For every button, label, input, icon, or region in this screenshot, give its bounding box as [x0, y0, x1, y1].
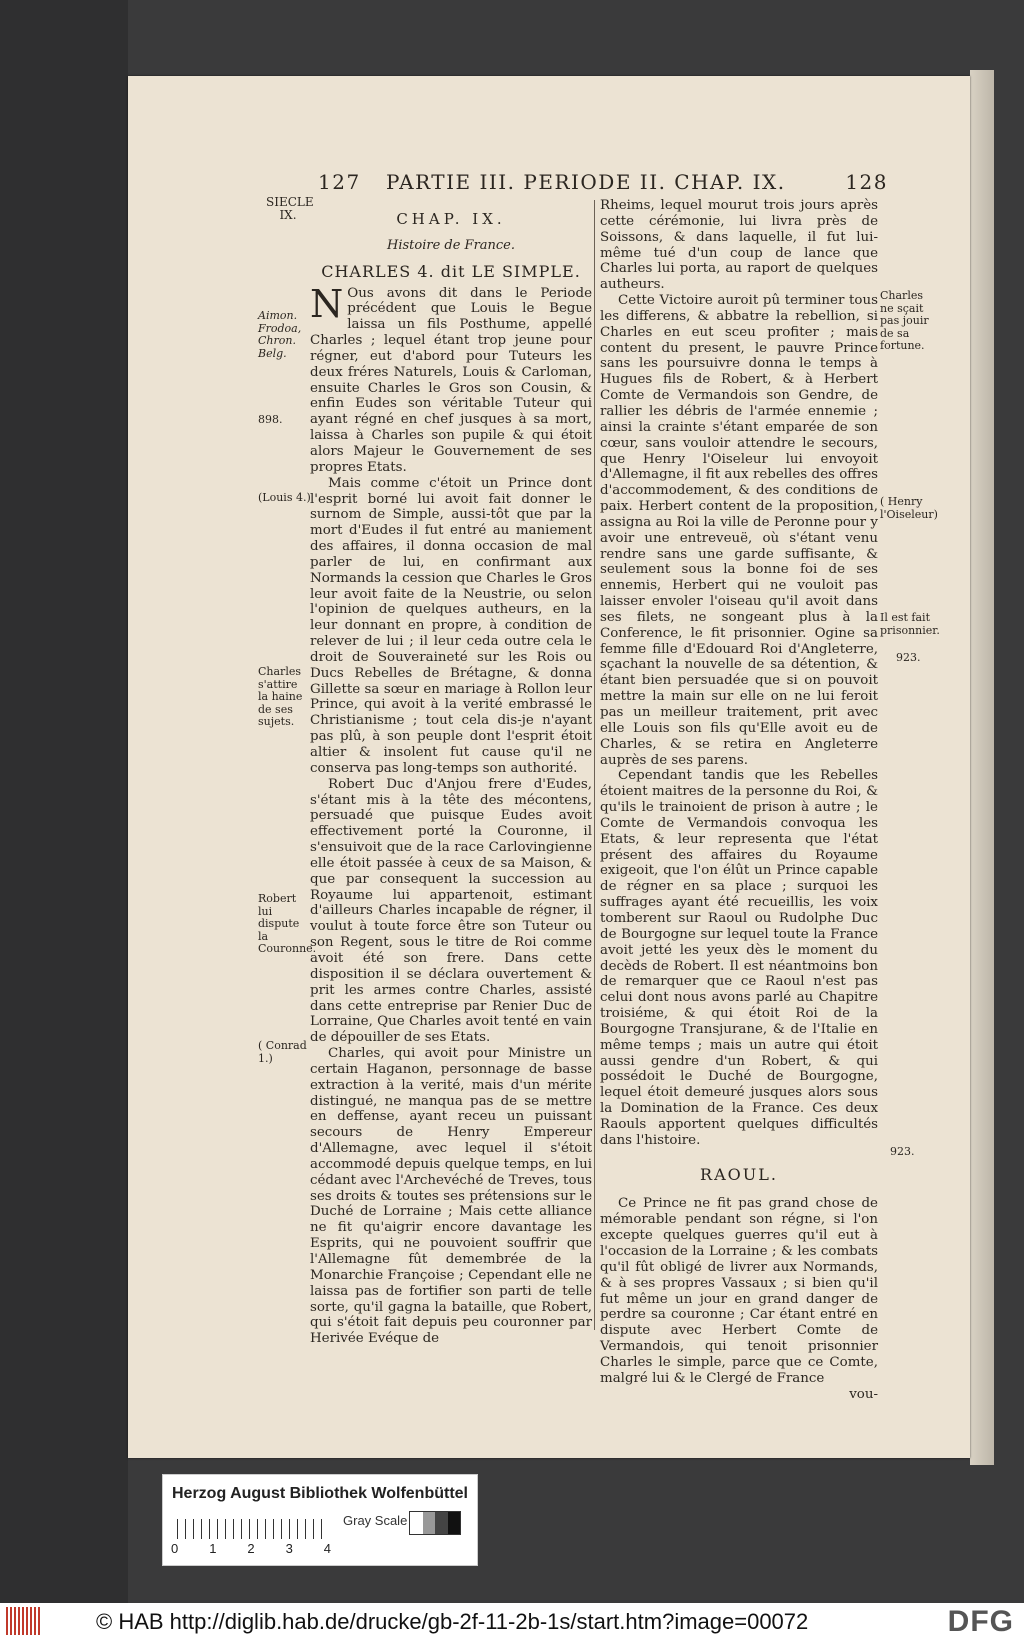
- footer-url[interactable]: © HAB http://diglib.hab.de/drucke/gb-2f-11-2b-1s/start.htm?image=00072: [96, 1609, 809, 1634]
- section-subtitle: Histoire de France.: [386, 237, 516, 253]
- reign-heading-raoul: RAOUL.: [700, 1164, 778, 1184]
- paragraph-text: Ous avons dit dans le Periode précédent que Louis le Begue laissa un fils Posthume, appellé Charles ; lequel étant trop jeune pour régner, eut d'abord pour Tuteurs les deux fréres Naturels, Louis & Carloman, ensuite Charles le Gros son Cousin, & enfin Eudes son véritable Tuteur qui ayant régné en chef jusques à sa mort, laissa à Charles son pupile & qui étoit alors Majeur le Gouvernement de ses propres Etats.: [310, 285, 592, 475]
- drop-cap: N: [310, 281, 344, 326]
- column-right: [600, 198, 878, 1402]
- left-background: [0, 0, 128, 1641]
- library-name: Herzog August Bibliothek Wolfenbüttel: [172, 1485, 468, 1502]
- column-rule: [594, 200, 595, 1330]
- dfg-logo: DFG: [947, 1605, 1014, 1638]
- margin-note-prisonnier: Il est fait prisonnier.: [880, 611, 940, 637]
- paragraph: Cependant tandis que les Rebelles étoient maitres de la personne du Roi, & qu'ils le trainoient de prison à autre ; le Comte de Vermandois convoqua les Etats, & leur representa que l'état présent des affaires du Royaume exigeoit, que l'on élût un Prince capable de régner en sa place ; surquoi les suffrages ayant été recueillis, les voix tomberent sur Raoul ou Rudolphe Duc de Bourgogne sur lequel toute la France avoit jetté les yeux dès le moment du decèds de Robert. Il est néantmoins bon de remarquer que ce Raoul n'est pas celui dont nous avons parlé au Chapitre troisiéme, & qui étoit Roi de la Bourgogne Transjurane, & de l'Italie en même temps ; mais un autre qui étoit aussi gendre d'un Robert, & qui possédoit le Duché de Bourgogne, lequel étoit demeuré jusques alors sous la Domination de la France. Ces deux Raouls apportent quelques difficultés dans l'histoire.: [600, 768, 878, 1148]
- gray-scale-swatch: [409, 1511, 461, 1535]
- library-color-ribbon: [162, 1474, 478, 1566]
- paragraph: Charles, qui avoit pour Ministre un certain Haganon, personnage de basse extraction à la verité, mais d'un mérite distingué, ne manqua pas de se mettre en deffense, ayant receu un puissant secours de Henry Empereur d'Allemagne, avec lequel il s'étoit accommodé depuis quelque temps, en lui cédant avec l'Archevéché de Treves, tous ses droits & toutes ses prétensions sur le Duché de Lorraine ; Mais cette alliance ne fit qu'aigrir encore davantage les Esprits, qui ne pouvoient souffrir que l'Allemagne fût demembrée de la Monarchie Françoise ; Cependant elle ne laissa pas de fortifier son parti de telle sorte, qu'il gagna la bataille, que Robert, qui s'étoit fait depuis peu couronner par Herivée Evéque de: [310, 1046, 592, 1347]
- page-edge: [970, 70, 994, 1465]
- scale-ruler: [177, 1519, 327, 1539]
- margin-year: 898.: [258, 413, 283, 426]
- footer-bar: [0, 1603, 1024, 1641]
- margin-note-source: Aimon. Frodoa, Chron. Belg.: [258, 309, 302, 360]
- margin-year: 923.: [896, 651, 921, 664]
- paragraph: [310, 281, 592, 476]
- margin-note-robert: Robert lui dispute la Couronne.: [258, 892, 317, 955]
- column-left: [310, 210, 592, 1347]
- paragraph: Rheims, lequel mourut trois jours après cette cérémonie, lui livra près de Soissons, & dans laquelle, il fut lui-même tué d'un coup de lance que Charles lui porta, au raport de quelques autheurs.: [600, 198, 878, 293]
- siecle-label: SIECLE IX.: [266, 195, 314, 222]
- catchword: vou-: [849, 1386, 878, 1402]
- paragraph: Cette Victoire auroit pû terminer tous les differens, & abbatre la rebellion, si Charles en eut sceu profiter ; mais content du present, le pauvre Prince sans les poursuivre donna le temps à Hugues fils de Robert, & à Herbert Comte de Vermandois son Gendre, de rallier les débris de l'armée ennemie ; ainsi la crainte s'étant emparée de son cœur, sans vouloir attendre le secours, que Henry l'Oiseleur lui envoyoit d'Allemagne, il fit aux rebelles des offres d'accommodement, & des conditions de paix. Herbert content de la proposition, assigna au Roi la ville de Peronne pour y avoir une entreveuë, où s'étant venu rendre sans une garde suffisante, & seulement sous la bonne foi de ses ennemis, Herbert qui ne vouloit pas laisser envoler l'oiseau qu'il avoit dans ses filets, ne songeant plus à la Conference, le fit prisonnier. Ogine sa femme fille d'Edouard Roi d'Angleterre, sçachant la nouvelle de sa détention, & étant bien persuadée que si on pouvoit mettre la main sur elle on ne lui feroit pas un meilleur traitement, prit avec elle Louis son fils qu'Elle avoit eu de Charles, & se retira en Angleterre auprès de ses parens.: [600, 293, 878, 768]
- gray-scale-label: Gray Scale: [343, 1513, 408, 1528]
- margin-note-charles: Charles s'attire la haine de ses sujets.: [258, 665, 303, 728]
- barcode-logo: [6, 1607, 42, 1635]
- margin-note-conrad: ( Conrad 1.): [258, 1039, 307, 1065]
- ruler-numbers: 0 1 2 3 4: [171, 1541, 331, 1556]
- chapter-heading: CHAP. IX.: [396, 210, 506, 228]
- header-title: PARTIE III. PERIODE II. CHAP. IX.: [386, 170, 786, 194]
- reign-heading-charles: CHARLES 4. dit LE SIMPLE.: [321, 261, 581, 281]
- running-header: [318, 170, 888, 198]
- margin-note-henry: ( Henry l'Oiseleur): [880, 495, 938, 521]
- paragraph: Robert Duc d'Anjou frere d'Eudes, s'étant mis à la tête des mécontens, persuadé que puisque Eudes avoit effectivement porté la Couronne, il s'ensuivoit que de la race Carlovingienne elle étoit passée à ceux de sa Maison, & que par consequent la succession au Royaume lui appartenoit, estimant d'ailleurs Charles incapable de régner, il voulut à toute force être son Tuteur ou son Regent, sous le titre de Roi comme avoit été son frere. Dans cette disposition il se déclara ouvertement & prit les armes contre Charles, assisté dans cette entreprise par Renier Duc de Lorraine, Que Charles avoit tenté en vain de dépouiller de ses Etats.: [310, 776, 592, 1046]
- margin-year: 923.: [890, 1145, 915, 1158]
- page-number-left: 127: [318, 170, 361, 194]
- page-number-right: 128: [845, 170, 888, 194]
- margin-note-louis: (Louis 4.): [258, 491, 311, 504]
- paragraph: Mais comme c'étoit un Prince dont l'esprit borné lui avoit fait donner le surnom de Simple, aussi-tôt que par la mort d'Eudes il fut entré au maniement des affaires, il donna occasion de mal parler de lui, en confirmant aux Normands la cession que Charles le Gros leur avoit faite de la Neustrie, ou selon l'opinion de quelques autheurs, en la leur donnant en propre, à condition de relever de lui ; il leur ceda outre cela le droit de Souveraineté sur les Rois ou Ducs Rebelles de Brétagne, & donna Gillette sa sœur en mariage à Rollon leur Prince, qui avoit à la verité embrassé le Christianisme ; tout cela dis-je n'ayant pas plû, à son peuple dont l'esprit étoit altier & insolent fut cause qu'il ne conserva pas long-temps son authorité.: [310, 475, 592, 776]
- margin-note-charles-fortune: Charles ne sçait pas jouir de sa fortune.: [880, 289, 929, 352]
- paragraph: Ce Prince ne fit pas grand chose de mémorable pendant son régne, si l'on excepte quelques guerres qu'il eut à l'occasion de la Lorraine ; & les combats qu'il fût obligé de livrer aux Normands, & à ses propres Vassaux ; si bien qu'il fut même un jour en grand danger de perdre sa couronne ; Car étant entré en dispute avec Herbert Comte de Vermandois, qui tenoit prisonnier Charles le simple, parce que ce Comte, malgré lui & le Clergé de France: [600, 1196, 878, 1386]
